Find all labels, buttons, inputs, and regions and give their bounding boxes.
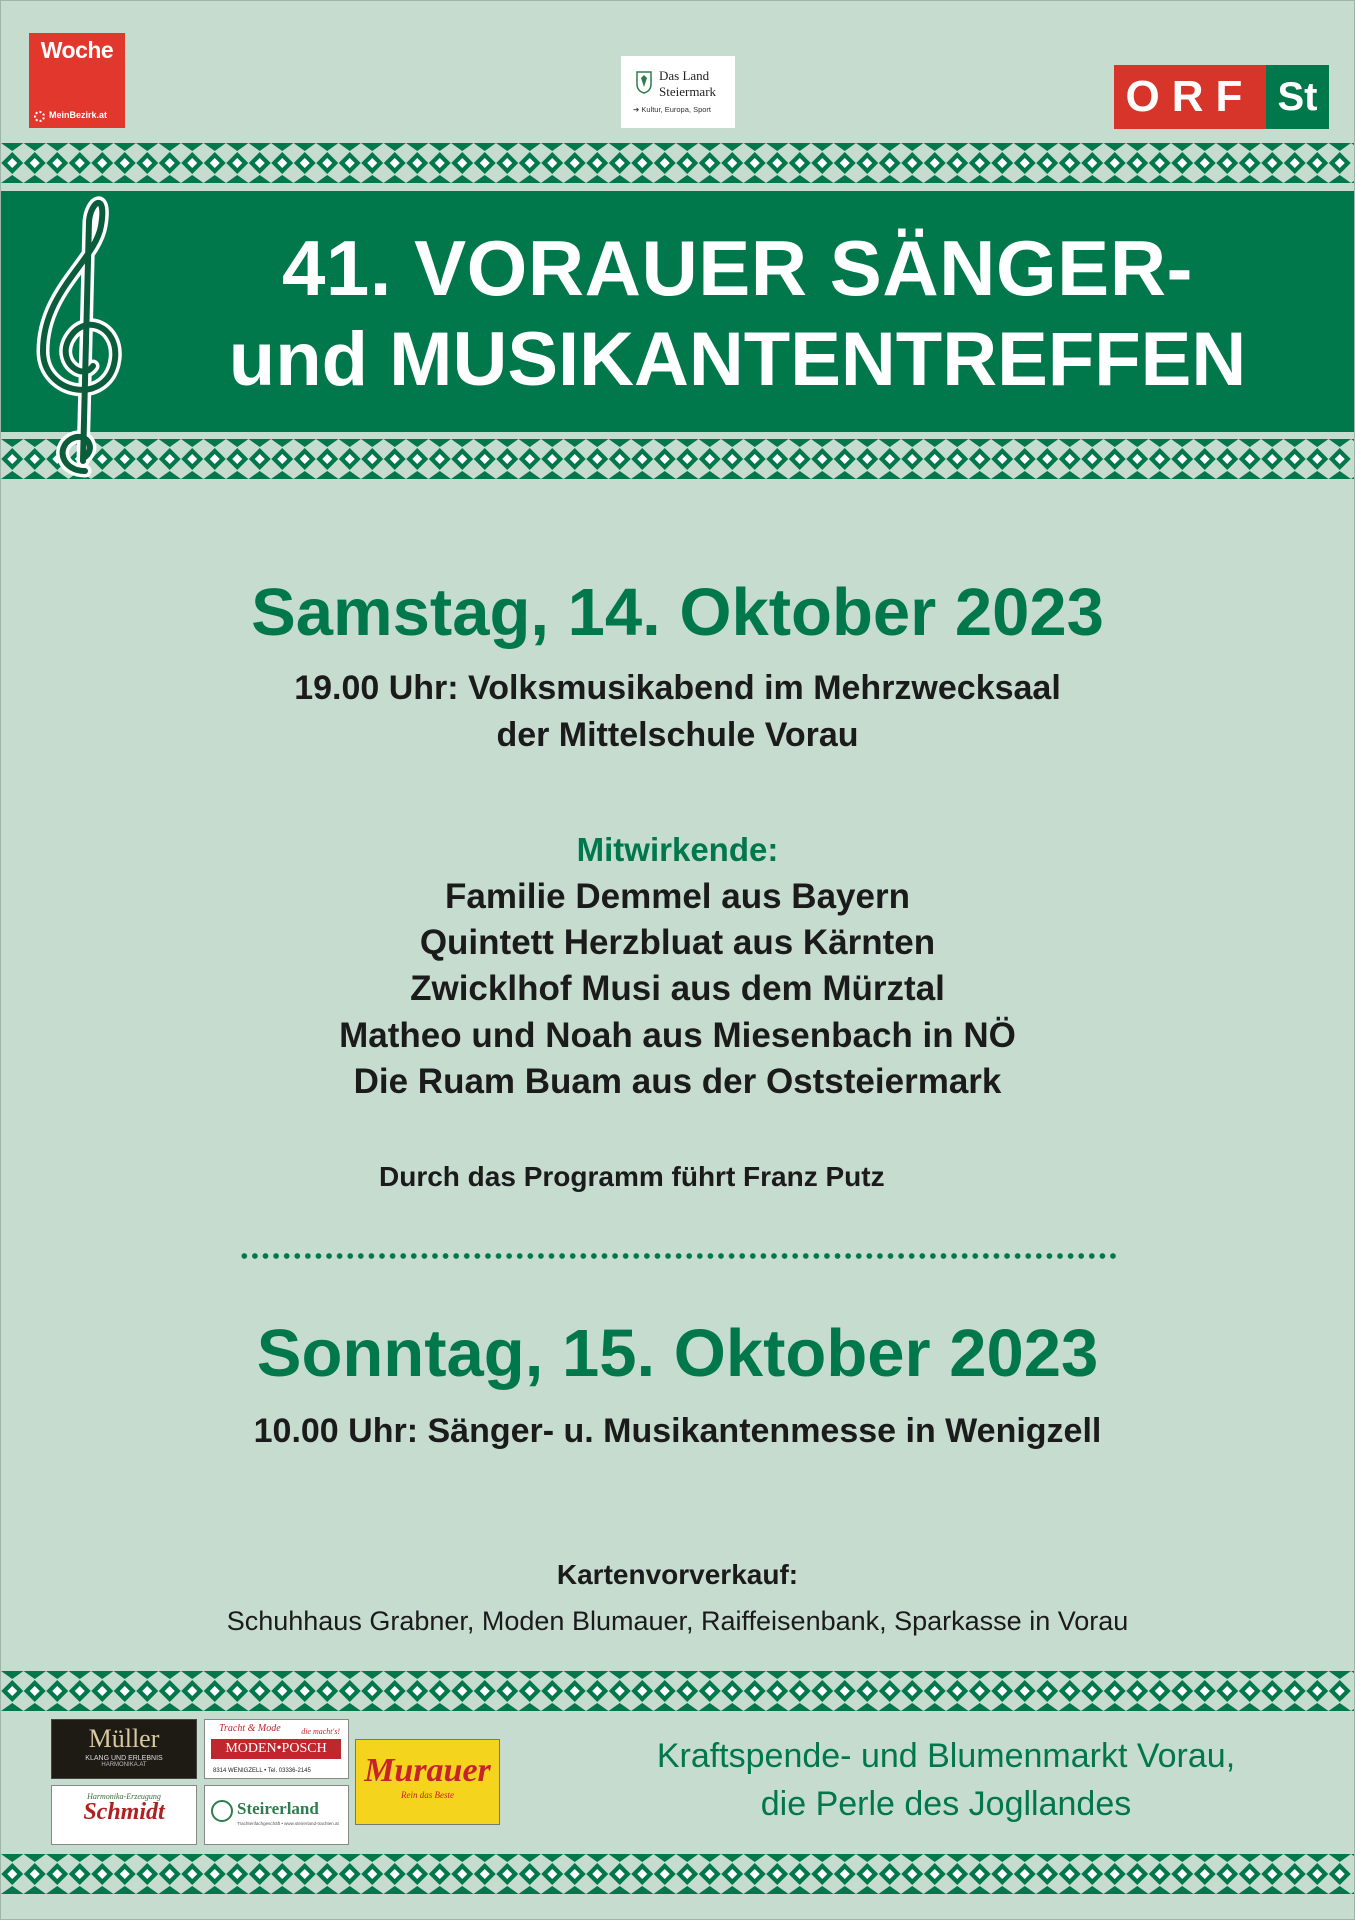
footer-line1: Kraftspende- und Blumenmarkt Vorau, xyxy=(656,1737,1236,1775)
woche-logo-text: Woche xyxy=(40,37,114,63)
bottom-pattern-band xyxy=(1,1671,1354,1711)
sunday-date: Sonntag, 15. Oktober 2023 xyxy=(256,1316,1099,1391)
orf-logo-left: ORF xyxy=(1114,65,1266,129)
performer-item: Zwicklhof Musi aus dem Mürztal xyxy=(410,969,945,1008)
orf-logo xyxy=(1114,65,1329,129)
tickets-places: Schuhhaus Grabner, Moden Blumauer, Raiffeisenbank, Sparkasse in Vorau xyxy=(226,1606,1129,1636)
land-steiermark-logo xyxy=(621,56,735,128)
performer-item: Familie Demmel aus Bayern xyxy=(445,877,910,916)
steirerland-sub: Trachtenfachgeschäft • www.steirerland-trachten.at xyxy=(237,1821,339,1826)
title-line2: und MUSIKANTENTREFFEN xyxy=(228,317,1247,402)
murauer-sub: Rein das Beste xyxy=(401,1790,454,1800)
host-text: Durch das Programm führt Franz Putz xyxy=(379,1161,885,1192)
gear-icon xyxy=(34,111,45,122)
performers-heading: Mitwirkende: xyxy=(576,831,779,868)
land-line1: Das Land xyxy=(659,68,710,83)
land-line3: ➔ Kultur, Europa, Sport xyxy=(633,105,711,114)
treble-clef-icon xyxy=(23,181,133,481)
sunday-line1: 10.00 Uhr: Sänger- u. Musikantenmesse in Wenigzell xyxy=(253,1412,1102,1450)
title-line1: 41. VORAUER SÄNGER- xyxy=(282,224,1193,312)
schmidt-top: Harmonika-Erzeugung xyxy=(87,1792,161,1801)
top-pattern-band xyxy=(1,143,1354,183)
footer-pattern-band xyxy=(1,1854,1354,1894)
posch-top: Tracht & Mode xyxy=(219,1723,281,1734)
posch-sub: 8314 WENIGZELL • Tel. 03336-2145 xyxy=(213,1768,311,1774)
saturday-date: Samstag, 14. Oktober 2023 xyxy=(251,575,1104,650)
schmidt-name: Schmidt xyxy=(83,1799,165,1825)
woche-logo xyxy=(29,33,125,128)
saturday-line1: 19.00 Uhr: Volksmusikabend im Mehrzwecksaal xyxy=(294,669,1061,707)
steirerland-logo xyxy=(204,1785,349,1845)
posch-name: MODEN•POSCH xyxy=(211,1739,341,1759)
schmidt-logo xyxy=(51,1785,197,1845)
murauer-logo xyxy=(355,1739,500,1825)
coat-of-arms-icon xyxy=(635,70,653,94)
performer-item: Quintett Herzbluat aus Kärnten xyxy=(419,923,936,962)
title-pattern-band xyxy=(1,439,1354,479)
orf-logo-right: St xyxy=(1266,65,1329,129)
mueller-name: Müller xyxy=(88,1724,160,1753)
mueller-logo xyxy=(51,1719,197,1779)
performer-item: Die Ruam Buam aus der Oststeiermark xyxy=(353,1062,1002,1101)
tickets-heading: Kartenvorverkauf: xyxy=(556,1559,799,1590)
footer-line2: die Perle des Jogllandes xyxy=(760,1785,1132,1823)
land-line2: Steiermark xyxy=(659,84,717,99)
moden-posch-logo xyxy=(204,1719,349,1779)
steirerland-emblem-icon xyxy=(211,1800,233,1822)
steirerland-name: Steirerland xyxy=(237,1799,319,1818)
dotted-divider xyxy=(239,1253,1119,1259)
posch-tag: die macht's! xyxy=(301,1727,340,1736)
meinbezirk-text: MeinBezirk.at xyxy=(49,110,108,120)
saturday-line2: der Mittelschule Vorau xyxy=(496,716,859,754)
murauer-name: Murauer xyxy=(364,1752,491,1789)
performer-item: Matheo und Noah aus Miesenbach in NÖ xyxy=(339,1016,1016,1055)
mueller-sub: KLANG UND ERLEBNIS xyxy=(85,1755,163,1762)
mueller-url: HARMONIKA.AT xyxy=(101,1762,147,1768)
